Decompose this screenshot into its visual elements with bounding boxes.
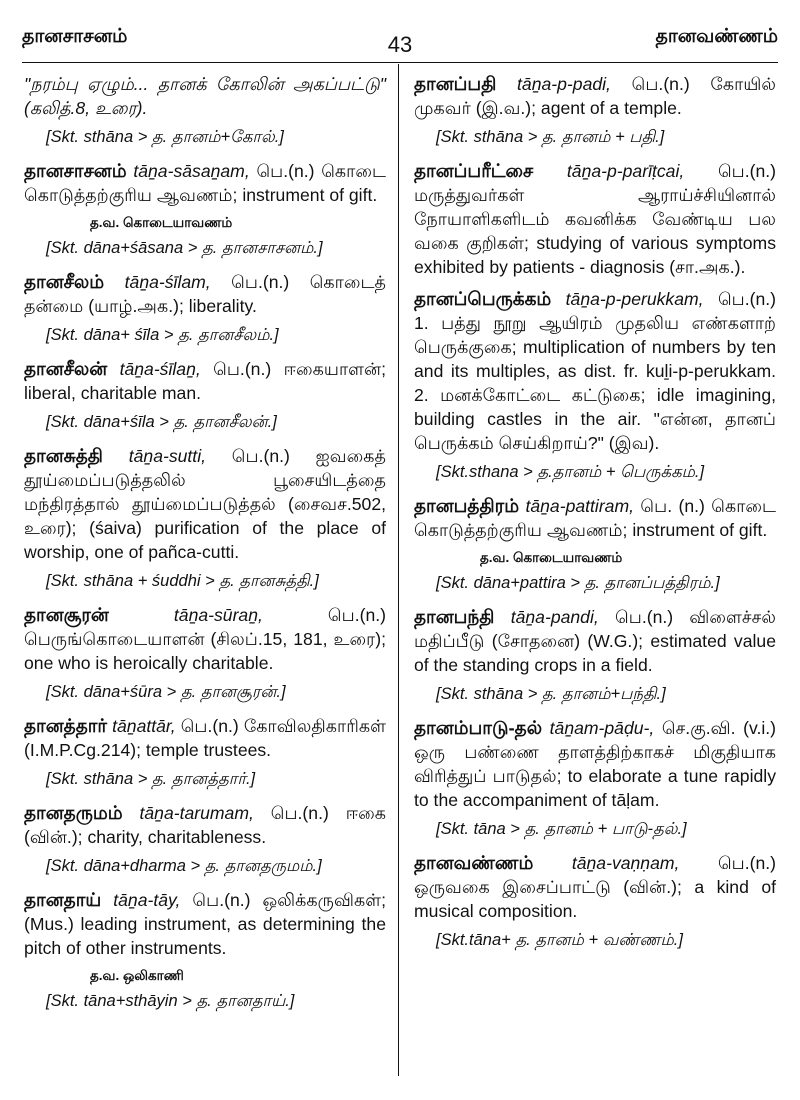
etymology: [Skt.sthana > த.தானம் + பெருக்கம்.] [436,463,705,481]
transliteration: tāṉa-p-padi, [517,74,611,94]
transliteration: tāṉa-p-perukkam, [565,289,704,309]
dictionary-entry [414,851,776,923]
definition: (v.i.) ஒரு பண்ணை தாளத்திற்காகச் மிகுதியாக விரித்துப் பாடுதல்; to elaborate a tune rapidly to the accompaniment of tāḷam. [414,718,777,810]
entry-text [414,605,776,677]
headword: தானபத்திரம் [414,495,520,516]
entry-text [24,801,386,849]
part-of-speech: பெ.(n.) [717,161,777,181]
definition: ஒலிக்கருவிகள்; (Mus.) leading instrument, as determining the pitch of other instruments. [24,890,387,958]
part-of-speech: பெ. (n.) [640,496,705,516]
headword: தானதாய் [24,889,102,910]
transliteration: tāṉa-sāsaṉam, [133,161,250,181]
part-of-speech: பெ.(n.) [192,890,251,910]
entry-text [414,494,776,542]
etymology: [Skt. tāna > த. தானம் + பாடு-தல்.] [436,820,687,838]
dictionary-entry [24,444,386,564]
usage-note: த.வ. ஒலிகாணி [90,968,184,983]
transliteration: tāṉa-pandi, [510,607,599,627]
part-of-speech: பெ.(n.) [327,605,386,625]
headword: தானசூரன் [24,604,109,625]
dictionary-entry [24,270,386,318]
headword: தானபந்தி [414,606,495,627]
definition: கோயில் முகவர் (இ.வ.); agent of a temple. [414,74,777,118]
headword: தானம்பாடு-தல் [414,717,543,738]
etymology: [Skt. sthāna + śuddhi > த. தானசுத்தி.] [46,572,319,590]
etymology: [Skt. dāna+pattira > த. தானப்பத்திரம்.] [436,574,720,592]
definition: கொடை கொடுத்தற்குரிய ஆவணம்; instrument of gift. [414,496,777,540]
part-of-speech: பெ.(n.) [256,161,315,181]
transliteration: tāṉa-pattiram, [525,496,635,516]
dictionary-entry [24,357,386,405]
part-of-speech: பெ.(n.) [231,272,290,292]
dictionary-entry [414,159,776,279]
etymology: [Skt.tāna+ த. தானம் + வண்ணம்.] [436,931,683,949]
entry-text [414,159,776,279]
headword: தானத்தார் [24,715,108,736]
transliteration: tāṉa-sutti, [128,446,206,466]
dictionary-entry [414,72,776,120]
part-of-speech: பெ.(n.) [631,74,690,94]
citation-quote: "நரம்பு ஏழும்... தானக் கோலின் அகப்பட்டு" (கலித்.8, உரை). [24,74,386,118]
entry-text [24,714,386,762]
headword: தானப்பரீட்சை [414,160,534,181]
part-of-speech: பெ.(n.) [180,716,239,736]
entry-text [414,287,776,455]
part-of-speech: பெ.(n.) [231,446,290,466]
usage-note: த.வ. கொடையாவணம் [480,550,623,565]
etymology: [Skt. dāna+ śīla > த. தானசீலம்.] [46,326,279,344]
definition: கொடை கொடுத்தற்குரிய ஆவணம்; instrument of gift. [24,161,387,205]
running-head-right: தானவண்ணம் [655,26,778,47]
transliteration: tāṉam-pāḍu-, [549,718,655,738]
transliteration: tāṉattār, [112,716,176,736]
etymology: [Skt. sthāna > த. தானம்+கோல்.] [46,128,284,146]
dictionary-entry [24,714,386,762]
page-header [22,26,778,60]
entry-text [24,357,386,405]
right-column [414,72,776,962]
headword: தானப்பெருக்கம் [414,288,552,309]
running-head-left: தானசாசனம் [22,26,128,47]
dictionary-entry [414,287,776,455]
etymology: [Skt. sthāna > த. தானத்தார்.] [46,770,256,788]
transliteration: tāṉa-sūraṉ, [173,605,263,625]
entry-text [24,270,386,318]
etymology: [Skt. dāna+śāsana > த. தானசாசனம்.] [46,239,323,257]
column-divider [398,64,399,1076]
entry-text [24,603,386,675]
definition: ஒருவகை இசைப்பாட்டு (வின்.); a kind of musical composition. [414,877,776,921]
entry-text [414,716,776,812]
part-of-speech: பெ.(n.) [717,853,777,873]
etymology: [Skt. dāna+śūra > த. தானசூரன்.] [46,683,286,701]
headword: தானவண்ணம் [414,852,534,873]
definition: கொடைத் தன்மை (யாழ்.அக.); liberality. [24,272,386,316]
transliteration: tāṉa-tāy, [113,890,181,910]
dictionary-entry [24,159,386,207]
part-of-speech: பெ.(n.) [717,289,777,309]
entry-text [24,444,386,564]
dictionary-entry [414,605,776,677]
entry-text [24,159,386,207]
headword: தானசாசனம் [24,160,127,181]
part-of-speech: பெ.(n.) [213,359,272,379]
transliteration: tāṉa-p-parīṭcai, [566,161,685,181]
left-column [24,72,386,1023]
transliteration: tāṉa-tarumam, [139,803,254,823]
definition: 1. பத்து நூறு ஆயிரம் முதலிய எண்களாற் பெருக்குகை; multiplication of numbers by ten and its multiples, as dist. fr. kuḻi-p-perukkam. 2. மனக்கோட்டை கட்டுகை; idle imagining, building castles in the air. "என்ன, தானப் பெருக்கம் செய்கிறாய்?" (இவ). [414,313,776,453]
part-of-speech: செ.கு.வி. [661,718,736,738]
definition: ஐவகைத் தூய்மைப்படுத்தலில் பூசையிடத்தை மந்திரத்தால் தூய்மைப்படுத்தல் (சைவச.502, உரை); (śaiva) purification of the place of worship, one of pañca-cutti. [24,446,386,562]
etymology: [Skt. dāna+śīla > த. தானசீலன்.] [46,413,277,431]
etymology: [Skt. sthāna > த. தானம்+பந்தி.] [436,685,666,703]
entry-text [414,851,776,923]
etymology: [Skt. dāna+dharma > த. தானதருமம்.] [46,857,322,875]
page-number: 43 [387,32,413,57]
dictionary-entry [414,716,776,812]
dictionary-entry [24,888,386,960]
dictionary-entry [24,801,386,849]
transliteration: tāṉa-vaṇṇam, [571,853,680,873]
header-rule [22,62,778,63]
headword: தானசீலம் [24,271,105,292]
dictionary-entry [414,494,776,542]
etymology: [Skt. tāna+sthāyin > த. தானதாய்.] [46,992,295,1010]
headword: தானசுத்தி [24,445,103,466]
definition: விளைச்சல் மதிப்பீடு (சோதனை) (W.G.); estimated value of the standing crops in a field. [414,607,777,675]
headword: தானப்பதி [414,73,497,94]
definition: ஈகை (வின்.); charity, charitableness. [24,803,386,847]
transliteration: tāṉa-śīlam, [124,272,211,292]
transliteration: tāṉa-śīlaṉ, [119,359,201,379]
headword: தானதருமம் [24,802,123,823]
headword: தானசீலன் [24,358,108,379]
definition: கோவிலதிகாரிகள் (I.M.P.Cg.214); temple trustees. [24,716,387,760]
usage-note: த.வ. கொடையாவணம் [90,215,233,230]
part-of-speech: பெ.(n.) [270,803,329,823]
definition: ஈகையாளன்; liberal, charitable man. [24,359,387,403]
definition: பெருங்கொடையாளன் (சிலப்.15, 181, உரை); one who is heroically charitable. [24,629,386,673]
definition: மருத்துவர்கள் ஆராய்ச்சியினால் நோயாளிகளிடம் கவனிக்க வேண்டிய பல வகை குறிகள்; studying of various symptoms exhibited by patients - diagnosis (சா.அக.). [414,185,776,277]
entry-text [414,72,776,120]
entry-text [24,888,386,960]
part-of-speech: பெ.(n.) [615,607,674,627]
dictionary-entry [24,603,386,675]
etymology: [Skt. sthāna > த. தானம் + பதி.] [436,128,665,146]
